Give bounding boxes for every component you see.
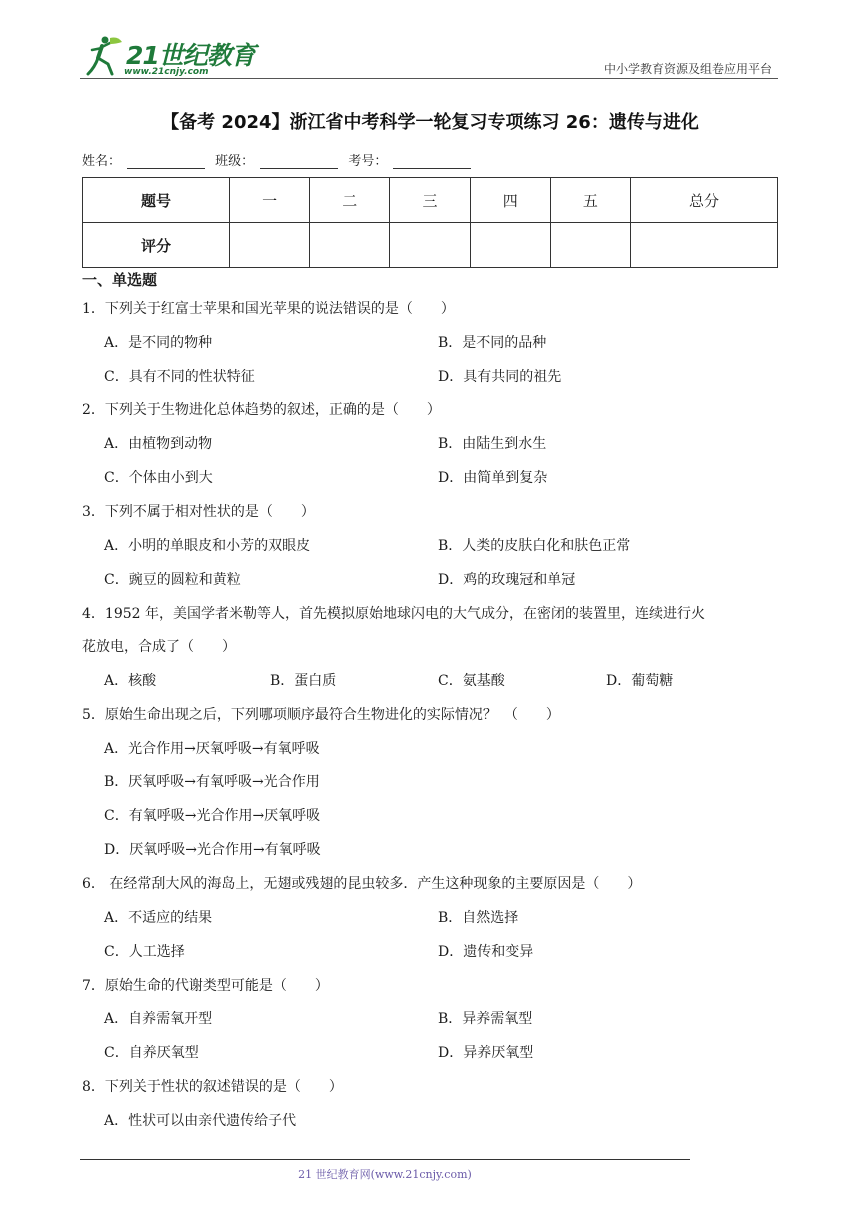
class-blank bbox=[260, 156, 338, 169]
option: A．是不同的物种 bbox=[104, 335, 213, 351]
option: D．由简单到复杂 bbox=[438, 470, 548, 486]
option: B．自然选择 bbox=[438, 910, 519, 926]
option: A．由植物到动物 bbox=[104, 436, 213, 452]
runner-icon bbox=[80, 34, 124, 78]
score-table-header-row bbox=[83, 178, 778, 223]
score-cell bbox=[229, 223, 309, 268]
option: A．小明的单眼皮和小芳的双眼皮 bbox=[104, 538, 311, 554]
name-label: 姓名： bbox=[82, 154, 122, 169]
score-table bbox=[82, 177, 778, 268]
question-stem: 6． 在经常刮大风的海岛上，无翅或残翅的昆虫较多．产生这种现象的主要原因是（ ） bbox=[82, 876, 642, 892]
logo-url: www.21cnjy.com bbox=[124, 67, 209, 77]
name-blank bbox=[127, 156, 205, 169]
option: D．葡萄糖 bbox=[606, 673, 674, 689]
option: B．蛋白质 bbox=[270, 673, 337, 689]
option: C．人工选择 bbox=[104, 944, 185, 960]
score-header-cell: 题号 bbox=[83, 178, 230, 223]
score-header-cell: 三 bbox=[390, 178, 470, 223]
option: C．个体由小到大 bbox=[104, 470, 213, 486]
question-stem: 2．下列关于生物进化总体趋势的叙述，正确的是（ ） bbox=[82, 402, 441, 418]
class-label: 班级： bbox=[215, 154, 255, 169]
header-divider bbox=[80, 78, 778, 79]
option: C．氨基酸 bbox=[438, 673, 505, 689]
score-cell bbox=[310, 223, 390, 268]
score-cell bbox=[550, 223, 630, 268]
exam-no-label: 考号： bbox=[348, 154, 388, 169]
option: A．性状可以由亲代遗传给子代 bbox=[104, 1113, 297, 1129]
logo bbox=[80, 34, 255, 80]
score-cell bbox=[631, 223, 778, 268]
option: B．人类的皮肤白化和肤色正常 bbox=[438, 538, 631, 554]
score-header-cell: 四 bbox=[470, 178, 550, 223]
question-stem: 5．原始生命出现之后，下列哪项顺序最符合生物进化的实际情况？ （ ） bbox=[82, 707, 560, 723]
score-row-label: 评分 bbox=[83, 223, 230, 268]
option: D．厌氧呼吸→光合作用→有氧呼吸 bbox=[104, 842, 321, 858]
exam-no-blank bbox=[393, 156, 471, 169]
question-stem: 4．1952 年，美国学者米勒等人，首先模拟原始地球闪电的大气成分，在密闭的装置里，连续进行火 bbox=[82, 606, 705, 622]
student-info bbox=[82, 150, 477, 169]
question-stem: 3．下列不属于相对性状的是（ ） bbox=[82, 504, 315, 520]
footer-divider bbox=[80, 1159, 690, 1160]
option: A．核酸 bbox=[104, 673, 157, 689]
option: C．有氧呼吸→光合作用→厌氧呼吸 bbox=[104, 808, 321, 824]
option: A．光合作用→厌氧呼吸→有氧呼吸 bbox=[104, 741, 320, 757]
question-stem: 7．原始生命的代谢类型可能是（ ） bbox=[82, 978, 329, 994]
option: B．异养需氧型 bbox=[438, 1011, 533, 1027]
option: B．厌氧呼吸→有氧呼吸→光合作用 bbox=[104, 774, 320, 790]
question-stem: 1．下列关于红富士苹果和国光苹果的说法错误的是（ ） bbox=[82, 301, 455, 317]
option: D．异养厌氧型 bbox=[438, 1045, 534, 1061]
section-title: 一、单选题 bbox=[82, 271, 158, 289]
footer-text: 21 世纪教育网(www.21cnjy.com) bbox=[298, 1168, 472, 1181]
option: D．遗传和变异 bbox=[438, 944, 534, 960]
score-cell bbox=[390, 223, 470, 268]
platform-label: 中小学教育资源及组卷应用平台 bbox=[603, 62, 772, 76]
score-table-score-row bbox=[83, 223, 778, 268]
option: D．鸡的玫瑰冠和单冠 bbox=[438, 572, 576, 588]
option: B．由陆生到水生 bbox=[438, 436, 547, 452]
score-header-cell: 二 bbox=[310, 178, 390, 223]
option: A．自养需氧开型 bbox=[104, 1011, 213, 1027]
logo-text: 21世纪教育 bbox=[126, 41, 255, 70]
option: B．是不同的品种 bbox=[438, 335, 547, 351]
option: C．豌豆的圆粒和黄粒 bbox=[104, 572, 241, 588]
score-header-cell: 总分 bbox=[631, 178, 778, 223]
score-header-cell: 五 bbox=[550, 178, 630, 223]
page-header bbox=[80, 30, 778, 80]
question-stem-continued: 花放电，合成了（ ） bbox=[82, 639, 236, 655]
page-title: 【备考 2024】浙江省中考科学一轮复习专项练习 26：遗传与进化 bbox=[161, 112, 699, 133]
option: C．自养厌氧型 bbox=[104, 1045, 199, 1061]
score-header-cell: 一 bbox=[229, 178, 309, 223]
question-stem: 8．下列关于性状的叙述错误的是（ ） bbox=[82, 1079, 343, 1095]
option: C．具有不同的性状特征 bbox=[104, 369, 255, 385]
option: A．不适应的结果 bbox=[104, 910, 213, 926]
option: D．具有共同的祖先 bbox=[438, 369, 562, 385]
score-cell bbox=[470, 223, 550, 268]
